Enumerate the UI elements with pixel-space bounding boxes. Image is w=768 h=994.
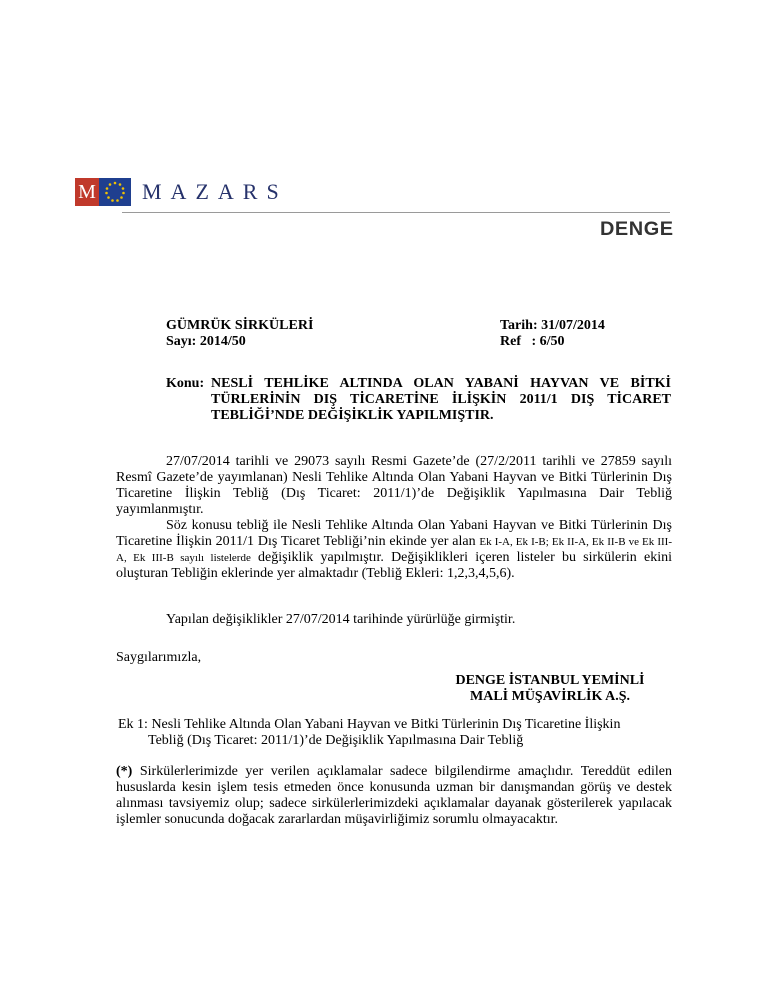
signature-line-1: DENGE İSTANBUL YEMİNLİ — [455, 673, 645, 688]
circular-ref: Ref : 6/50 — [500, 334, 565, 349]
annex-list-reference: Ek I-A, Ek I-B; Ek II-A, Ek II-B ve Ek III-A, Ek III-B sayılı listelerde — [116, 536, 673, 564]
closing-greeting: Saygılarımızla, — [116, 650, 202, 665]
attachment-line-1: Ek 1: Nesli Tehlike Altında Olan Yabani Hayvan ve Bitki Türlerinin Dış Ticaretine İlişkin — [118, 717, 621, 732]
paragraph-2-text-a: Söz konusu tebliğ ile Nesli Tehlike Altında Olan Yabani Hayvan ve Bitki Türlerinin Dış Ticaretine İlişkin 2011/1 Dış Ticaret Tebliği’nin ekinde yer alan — [116, 518, 672, 549]
disclaimer — [116, 764, 672, 828]
body-paragraph-2 — [116, 518, 672, 582]
denge-logo: DENGE — [600, 219, 674, 240]
body-paragraph-3: Yapılan değişiklikler 27/07/2014 tarihinde yürürlüğe girmiştir. — [166, 612, 516, 627]
attachment-line-2: Tebliğ (Dış Ticaret: 2011/1)’de Değişiklik Yapılmasına Dair Tebliğ — [148, 733, 524, 748]
mazars-wordmark: MAZARS — [142, 179, 288, 204]
paragraph-2-text-b: değişiklik yapılmıştır. Değişiklikleri içeren listeler bu sirkülerin ekini oluşturan Tebliğin eklerinde yer almaktadır (Tebliğ Ekleri: 1,2,3,4,5,6). — [116, 550, 672, 581]
logo-letter: M — [75, 178, 99, 206]
attachment-reference — [118, 717, 678, 749]
subject-text: NESLİ TEHLİKE ALTINDA OLAN YABANİ HAYVAN VE BİTKİ TÜRLERİNİN DIŞ TİCARETİNE İLİŞKİN 2011/1 DIŞ TİCARET TEBLİĞİ’NDE DEĞİŞİKLİK YAPILMIŞTIR. — [211, 376, 671, 423]
disclaimer-mark: (*) — [116, 764, 133, 779]
disclaimer-text: Sirkülerlerimizde yer verilen açıklamalar sadece bilgilendirme amaçlıdır. Tereddüt edilen hususlarda kesin işlem tesis etmeden önce konusunda uzman bir danışmandan görüş ve destek alınması tavsiyemiz olup; sadece sirkülerlerimizdeki açıklamalar dayanak gösterilerek yapılacak işlemler sonucunda doğacak zararlardan müşavirliğimiz sorumlu olmayacaktır. — [116, 764, 672, 827]
circular-number: Sayı: 2014/50 — [166, 334, 246, 349]
header-divider — [122, 212, 670, 213]
eu-stars-icon — [99, 178, 131, 206]
circular-date: Tarih: 31/07/2014 — [500, 318, 605, 333]
signature-line-2: MALİ MÜŞAVİRLİK A.Ş. — [470, 689, 630, 704]
mazars-logo-mark — [75, 178, 131, 206]
body-paragraph-1: 27/07/2014 tarihli ve 29073 sayılı Resmi Gazete’de (27/2/2011 tarihli ve 27859 sayılı Resmî Gazete’de yayımlanan) Nesli Tehlike Altında Olan Yabani Hayvan ve Bitki Türlerinin Dış Ticaretine İlişkin Tebliğ (Dış Ticaret: 2011/1)’de Değişiklik Yapılmasına Dair Tebliğ yayımlanmıştır. — [116, 454, 672, 517]
subject-label: Konu: — [166, 376, 205, 391]
circular-title: GÜMRÜK SİRKÜLERİ — [166, 318, 314, 333]
